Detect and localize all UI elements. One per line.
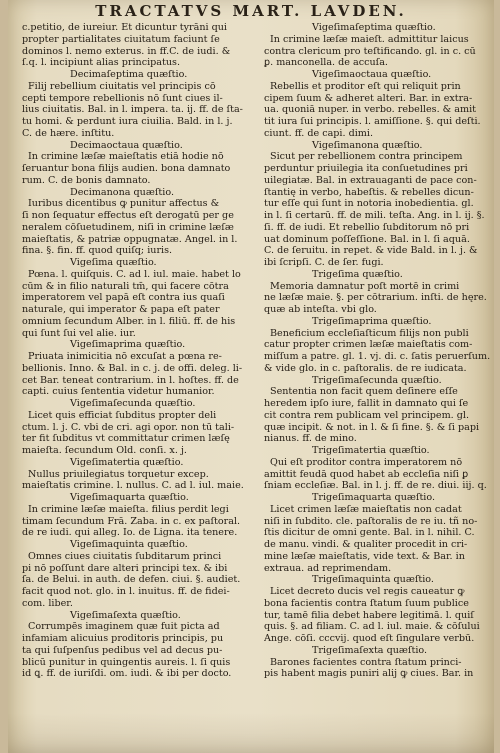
- left-column: [22, 22, 250, 680]
- text-line: ſniam eccleſiæ. Bal. in l. j. ff. de re. diui. iij. q.: [264, 480, 487, 492]
- text-line: neralem cōſuetudinem, niſi in crimine læſæ: [22, 221, 234, 233]
- text-line: ibi ſcripſi. C. de ſer. fugi.: [264, 257, 384, 268]
- text-line: Filij rebellium ciuitatis vel principis cō: [28, 80, 216, 92]
- text-line: tur, tamē filia debet habere legitimā. l. quiſ: [264, 609, 474, 621]
- text-line: perduntur priuilegia ita conſuetudines pri: [264, 163, 468, 174]
- text-line: naturale, qui imperator & papa eſt pater: [22, 304, 220, 315]
- text-line: uilegiatæ. Bal. in extrauaganti de pace con-: [264, 174, 477, 186]
- text-line: ua. quoniā nuper. in verbo. rebelles. & amit: [264, 104, 476, 116]
- text-line: maieſtatis crimine. l. nullus. C. ad l. iul. maie.: [22, 480, 244, 492]
- text-line: C. de hære. inſtitu.: [22, 127, 115, 139]
- text-line: ne læſæ maie. §. per cōtrarium. inſti. de hęre.: [264, 292, 487, 304]
- text-line: ꝑ. manconella. de accuſa.: [264, 57, 388, 69]
- question-heading: Decimanona quæſtio.: [70, 186, 174, 198]
- text-line: rum. C. de bonis damnato.: [22, 174, 151, 186]
- text-line: imperatorem vel papā eſt contra ius quaſi: [22, 292, 225, 304]
- text-line: In crimine læſæ maieſt. admittitur laicus: [270, 33, 469, 45]
- text-line: nianus. ff. de mino.: [264, 433, 357, 445]
- page-shadow: [8, 713, 494, 753]
- text-line: contra clericum pro teſtificando. gl. in c. cū: [264, 45, 476, 57]
- text-line: capti. cuius ſententia videtur humanior.: [22, 386, 215, 398]
- text-line: Pœna. l. quiſquis. C. ad l. iul. maie. habet lo: [28, 268, 241, 280]
- text-line: propter partialitates ciuitatum faciunt ſe: [22, 33, 220, 45]
- text-line: maieſta. ſecundum Old. conſi. x. j.: [22, 445, 187, 456]
- question-heading: Vigeſimaſeptima quæſtio.: [312, 22, 436, 33]
- text-line: dominos l. nemo exterus. in ff.C. de iudi. &: [22, 45, 231, 57]
- question-heading: Trigeſimaquinta quæſtio.: [312, 574, 434, 586]
- text-line: Memoria damnatur poſt mortē in crimi: [270, 280, 460, 292]
- question-heading: Vigeſimaſecunda quæſtio.: [70, 398, 196, 409]
- text-line: mine læſæ maieſtatis, vide text. & Bar. in: [264, 550, 465, 562]
- text-line: ciunt. ff. de capi. dimi.: [264, 127, 374, 139]
- text-line: bellionis. Inno. & Bal. in c. j. de offi. deleg. li-: [22, 362, 243, 374]
- question-heading: Vigeſimatertia quæſtio.: [70, 456, 184, 468]
- question-heading: Trigeſimaprima quæſtio.: [312, 315, 432, 327]
- text-line: cit contra rem publicam vel principem. gl.: [264, 409, 470, 421]
- text-line: miſſum a patre. gl. 1. vj. di. c. ſatis peruerſum.: [264, 351, 490, 362]
- text-line: tur eſſe qui ſunt in notoria inobedientia. gl.: [264, 198, 474, 210]
- question-heading: Vigeſimaſexta quæſtio.: [70, 609, 181, 621]
- text-line: In crimine læſæ maieſtatis etiā hodie nō: [28, 151, 224, 163]
- question-heading: Vigeſima quæſtio.: [70, 257, 157, 268]
- text-line: Iuribus dicentibus ꝙ punitur affectus &: [28, 198, 220, 210]
- text-line: Nullus priuilegiatus torquetur excep.: [28, 468, 209, 480]
- text-line: ſtis dicitur de omni gente. Bal. in l. nihil. C.: [264, 527, 475, 539]
- text-line: Omnes ciues ciuitatis ſubditarum princi: [28, 550, 222, 562]
- text-line: lius ciuitatis. Bal. in l. impera. ta. ij. ff. de ſta-: [22, 104, 243, 116]
- text-line: amittit feudā quod habet ab eccleſia niſi ꝑ: [264, 468, 469, 480]
- question-heading: Trigeſima quæſtio.: [312, 268, 403, 280]
- text-line: Licet crimen læſæ maieſtatis non cadat: [270, 503, 462, 515]
- text-line: tu homi. & perdunt iura ciuilia. Bald. in l. j.: [22, 116, 233, 127]
- text-line: blicū punitur in quingentis aureis. l. ſi quis: [22, 656, 231, 668]
- text-line: Sicut per rebellionem contra principem: [270, 151, 463, 163]
- text-line: c.petitio, de iureiur. Et dicuntur tyrāni qui: [22, 22, 228, 33]
- question-heading: Vigeſimaoctaua quæſtio.: [312, 69, 432, 80]
- text-line: Licet decreto ducis vel regis caueatur ꝙ: [270, 586, 465, 597]
- text-line: ſi. ff. de iudi. Et rebellio ſubditorum nō pri: [264, 221, 470, 233]
- question-heading: Trigeſimatertia quæſtio.: [312, 445, 430, 456]
- text-line: ſa. de Belui. in auth. de defen. ciui. §. audiet.: [22, 574, 241, 586]
- document-page: [8, 0, 494, 753]
- text-line: omnium ſecundum Alber. in l. filiū. ff. de his: [22, 315, 236, 327]
- question-heading: Vigeſimanona quæſtio.: [312, 139, 423, 151]
- text-line: Licet quis efficiat ſubditus propter deli: [28, 409, 217, 421]
- text-line: tit iura ſui principis. l. amiſſione. §. qui deſti.: [264, 116, 481, 127]
- text-line: Rebellis et proditor eſt qui reliquit prin: [270, 80, 461, 92]
- text-line: Ange. cōſi. cccvij. quod eſt ſingulare verbū.: [264, 633, 475, 644]
- text-line: quæ ab inteſta. vbi glo.: [264, 304, 377, 315]
- text-line: ſeruantur bona filijs audien. bona damnato: [22, 163, 231, 174]
- text-line: uat dominum poſſeſſione. Bal. in l. ſi aquā.: [264, 233, 470, 245]
- text-line: In crimine læſæ maieſta. filius perdit legi: [28, 503, 229, 515]
- text-line: cūm & in filio naturali tm̄, qui facere cōtra: [22, 280, 229, 292]
- text-line: extraua. ad reprimendam.: [264, 562, 392, 574]
- question-heading: Decimaoctaua quæſtio.: [70, 139, 183, 151]
- text-line: cet Bar. teneat contrarium. in l. hoſtes. ff. de: [22, 374, 239, 386]
- text-line: ctum. l. j. C. vbi de cri. agi opor. non tū tali-: [22, 421, 235, 433]
- text-line: catur propter crimen læſæ maieſtatis com-: [264, 339, 473, 351]
- text-line: de re iudi. qui alleg. Io. de Ligna. ita tenere.: [22, 527, 238, 539]
- question-heading: Trigeſimaſexta quæſtio.: [312, 644, 428, 656]
- text-line: de manu. vindi. & qualiter procedit in cri-: [264, 539, 468, 550]
- text-line: com. liber.: [22, 597, 73, 609]
- text-line: cipem ſuum & adheret alteri. Bar. in extra-: [264, 92, 473, 104]
- text-line: bona facientis contra ſtatum ſuum publice: [264, 597, 469, 609]
- text-line: ſ.q. l. incipiunt alias principatus.: [22, 57, 181, 69]
- question-heading: Vigeſimaquarta quæſtio.: [70, 492, 189, 503]
- text-line: cepti tempore rebellionis nō ſunt ciues il-: [22, 92, 223, 104]
- text-line: & vide glo. in c. paſtoralis. de re iudicata.: [264, 362, 467, 374]
- text-line: timam ſecundum Frā. Zaba. in c. ex paſtoral.: [22, 515, 241, 527]
- text-line: qui ſunt ſui vel alie. iur.: [22, 327, 136, 339]
- text-line: pis habent magis puniri alij ꝙ ciues. Bar. in: [264, 668, 474, 680]
- text-line: maieſtatis, & patriæ oppugnatæ. Angel. in l.: [22, 233, 238, 245]
- question-heading: Trigeſimaquarta quæſtio.: [312, 492, 436, 503]
- text-line: Sententia non facit quem deſinere eſſe: [270, 386, 458, 398]
- text-line: pi nō poſſunt dare alteri principi tex. & ibi: [22, 562, 228, 574]
- text-line: ſtantię in verbo, habeſtis. & rebelles dicun-: [264, 186, 474, 198]
- question-heading: Vigeſimaprima quæſtio.: [70, 339, 186, 351]
- text-line: niſi in ſubdito. cle. paſtoralis de re iu. tñ no-: [264, 515, 478, 527]
- question-heading: Decimaſeptima quæſtio.: [70, 69, 188, 80]
- text-line: Qui eſt proditor contra imperatorem nō: [270, 456, 463, 468]
- text-line: facit quod not. glo. in l. inuitus. ff. de fidei-: [22, 586, 230, 597]
- text-line: heredem ipſo iure, fallit in damnato qui ſe: [264, 398, 469, 409]
- right-column: [264, 22, 490, 680]
- text-line: in l. ſi certarū. ff. de mili. teſta. Ang. in l. ij. §.: [264, 210, 485, 221]
- text-line: Barones facientes contra ſtatum princi-: [270, 656, 462, 668]
- text-line: quæ incipit. & not. in l. & ſi fine. §. & ſi papi: [264, 421, 480, 433]
- text-line: ter fit ſubditus vt committatur crimen læſę: [22, 433, 230, 445]
- text-line: fina. §. fin. ff. quod quiſq; iuris.: [22, 245, 173, 257]
- text-line: ta qui ſuſpenſus pedibus vel ad decus pu-: [22, 644, 223, 656]
- text-line: Corrumpēs imaginem quæ fuit picta ad: [28, 621, 220, 633]
- question-heading: Vigeſimaquinta quæſtio.: [70, 539, 188, 550]
- text-line: Beneficium eccleſiaſticum filijs non publi: [270, 327, 469, 339]
- text-line: quis. §. ad filiam. C. ad l. iul. maie. & cōſului: [264, 621, 480, 633]
- text-line: infamiam alicuius proditoris principis, pu: [22, 633, 224, 644]
- text-line: id ꝗ. ff. de iuriſdi. om. iudi. & ibi per docto.: [22, 668, 232, 680]
- text-line: ſi non ſequatur effectus eſt derogatū per ge: [22, 210, 234, 221]
- text-line: C. de ſeruitu. in repet. & vide Bald. in l. j. &: [264, 245, 478, 257]
- question-heading: Trigeſimaſecunda quæſtio.: [312, 374, 442, 386]
- running-head: TRACTATVS MART. LAVDEN.: [95, 2, 407, 20]
- text-line: Priuata inimicitia nō excuſat a pœna re-: [28, 351, 222, 362]
